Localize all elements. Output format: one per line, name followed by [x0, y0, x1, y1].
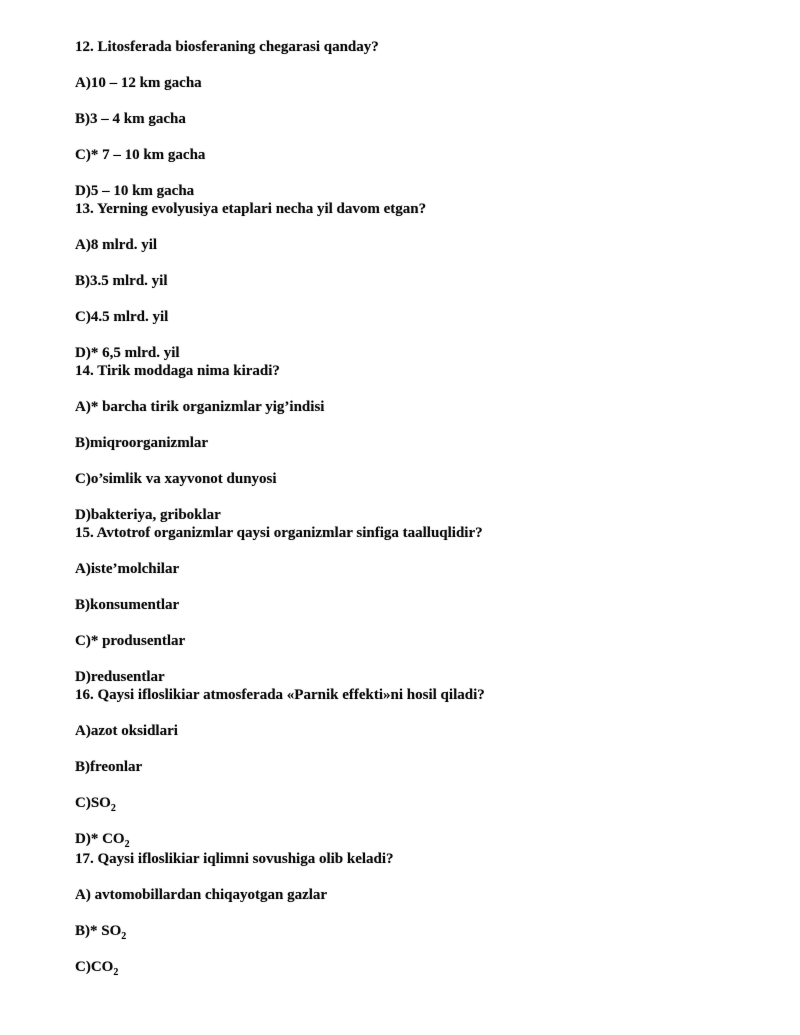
- q13-option-d: D)* 6,5 mlrd. yil: [75, 345, 180, 361]
- q14-option-d: D)bakteriya, griboklar: [75, 507, 221, 523]
- question-15: 15. Avtotrof organizmlar qaysi organizmlar sinfiga taalluqlidir?: [75, 525, 483, 541]
- q17-option-b-text: B)* SO: [75, 923, 122, 939]
- q15-option-b: B)konsumentlar: [75, 597, 180, 613]
- q17-option-c-text: C)CO: [75, 959, 114, 975]
- q13-option-c: C)4.5 mlrd. yil: [75, 309, 169, 325]
- q12-option-a: A)10 – 12 km gacha: [75, 75, 202, 91]
- q16-option-d: [75, 830, 130, 850]
- q16-option-c-text: C)SO: [75, 795, 111, 811]
- q15-option-d: D)redusentlar: [75, 669, 165, 685]
- question-16: 16. Qaysi ifloslikiar atmosferada «Parnik effekti»ni hosil qiladi?: [75, 687, 485, 703]
- q16-option-c: [75, 794, 116, 814]
- q17-option-b: [75, 922, 126, 942]
- q16-option-a: A)azot oksidlari: [75, 723, 178, 739]
- q17-option-a: A) avtomobillardan chiqayotgan gazlar: [75, 887, 328, 903]
- question-17: 17. Qaysi ifloslikiar iqlimni sovushiga olib keladi?: [75, 851, 394, 867]
- question-12: 12. Litosferada biosferaning chegarasi qanday?: [75, 39, 379, 55]
- q15-option-a: A)iste’molchilar: [75, 561, 180, 577]
- q14-option-c: C)o’simlik va xayvonot dunyosi: [75, 471, 277, 487]
- question-13: 13. Yerning evolyusiya etaplari necha yil davom etgan?: [75, 201, 427, 217]
- q13-option-b: B)3.5 mlrd. yil: [75, 273, 168, 289]
- q15-option-c: C)* produsentlar: [75, 633, 186, 649]
- q17-option-c: [75, 958, 118, 978]
- q14-option-a: A)* barcha tirik organizmlar yig’indisi: [75, 399, 325, 415]
- question-14: 14. Tirik moddaga nima kiradi?: [75, 363, 280, 379]
- q16-option-b: B)freonlar: [75, 759, 143, 775]
- q12-option-c: C)* 7 – 10 km gacha: [75, 147, 206, 163]
- q12-option-d: D)5 – 10 km gacha: [75, 183, 195, 199]
- q17-option-c-subscript: 2: [113, 967, 119, 978]
- q16-option-d-text: D)* CO: [75, 831, 125, 847]
- q13-option-a: A)8 mlrd. yil: [75, 237, 158, 253]
- q16-option-d-subscript: 2: [124, 839, 130, 850]
- q16-option-c-subscript: 2: [110, 803, 116, 814]
- q12-option-b: B)3 – 4 km gacha: [75, 111, 186, 127]
- q17-option-b-subscript: 2: [121, 931, 127, 942]
- q14-option-b: B)miqroorganizmlar: [75, 435, 209, 451]
